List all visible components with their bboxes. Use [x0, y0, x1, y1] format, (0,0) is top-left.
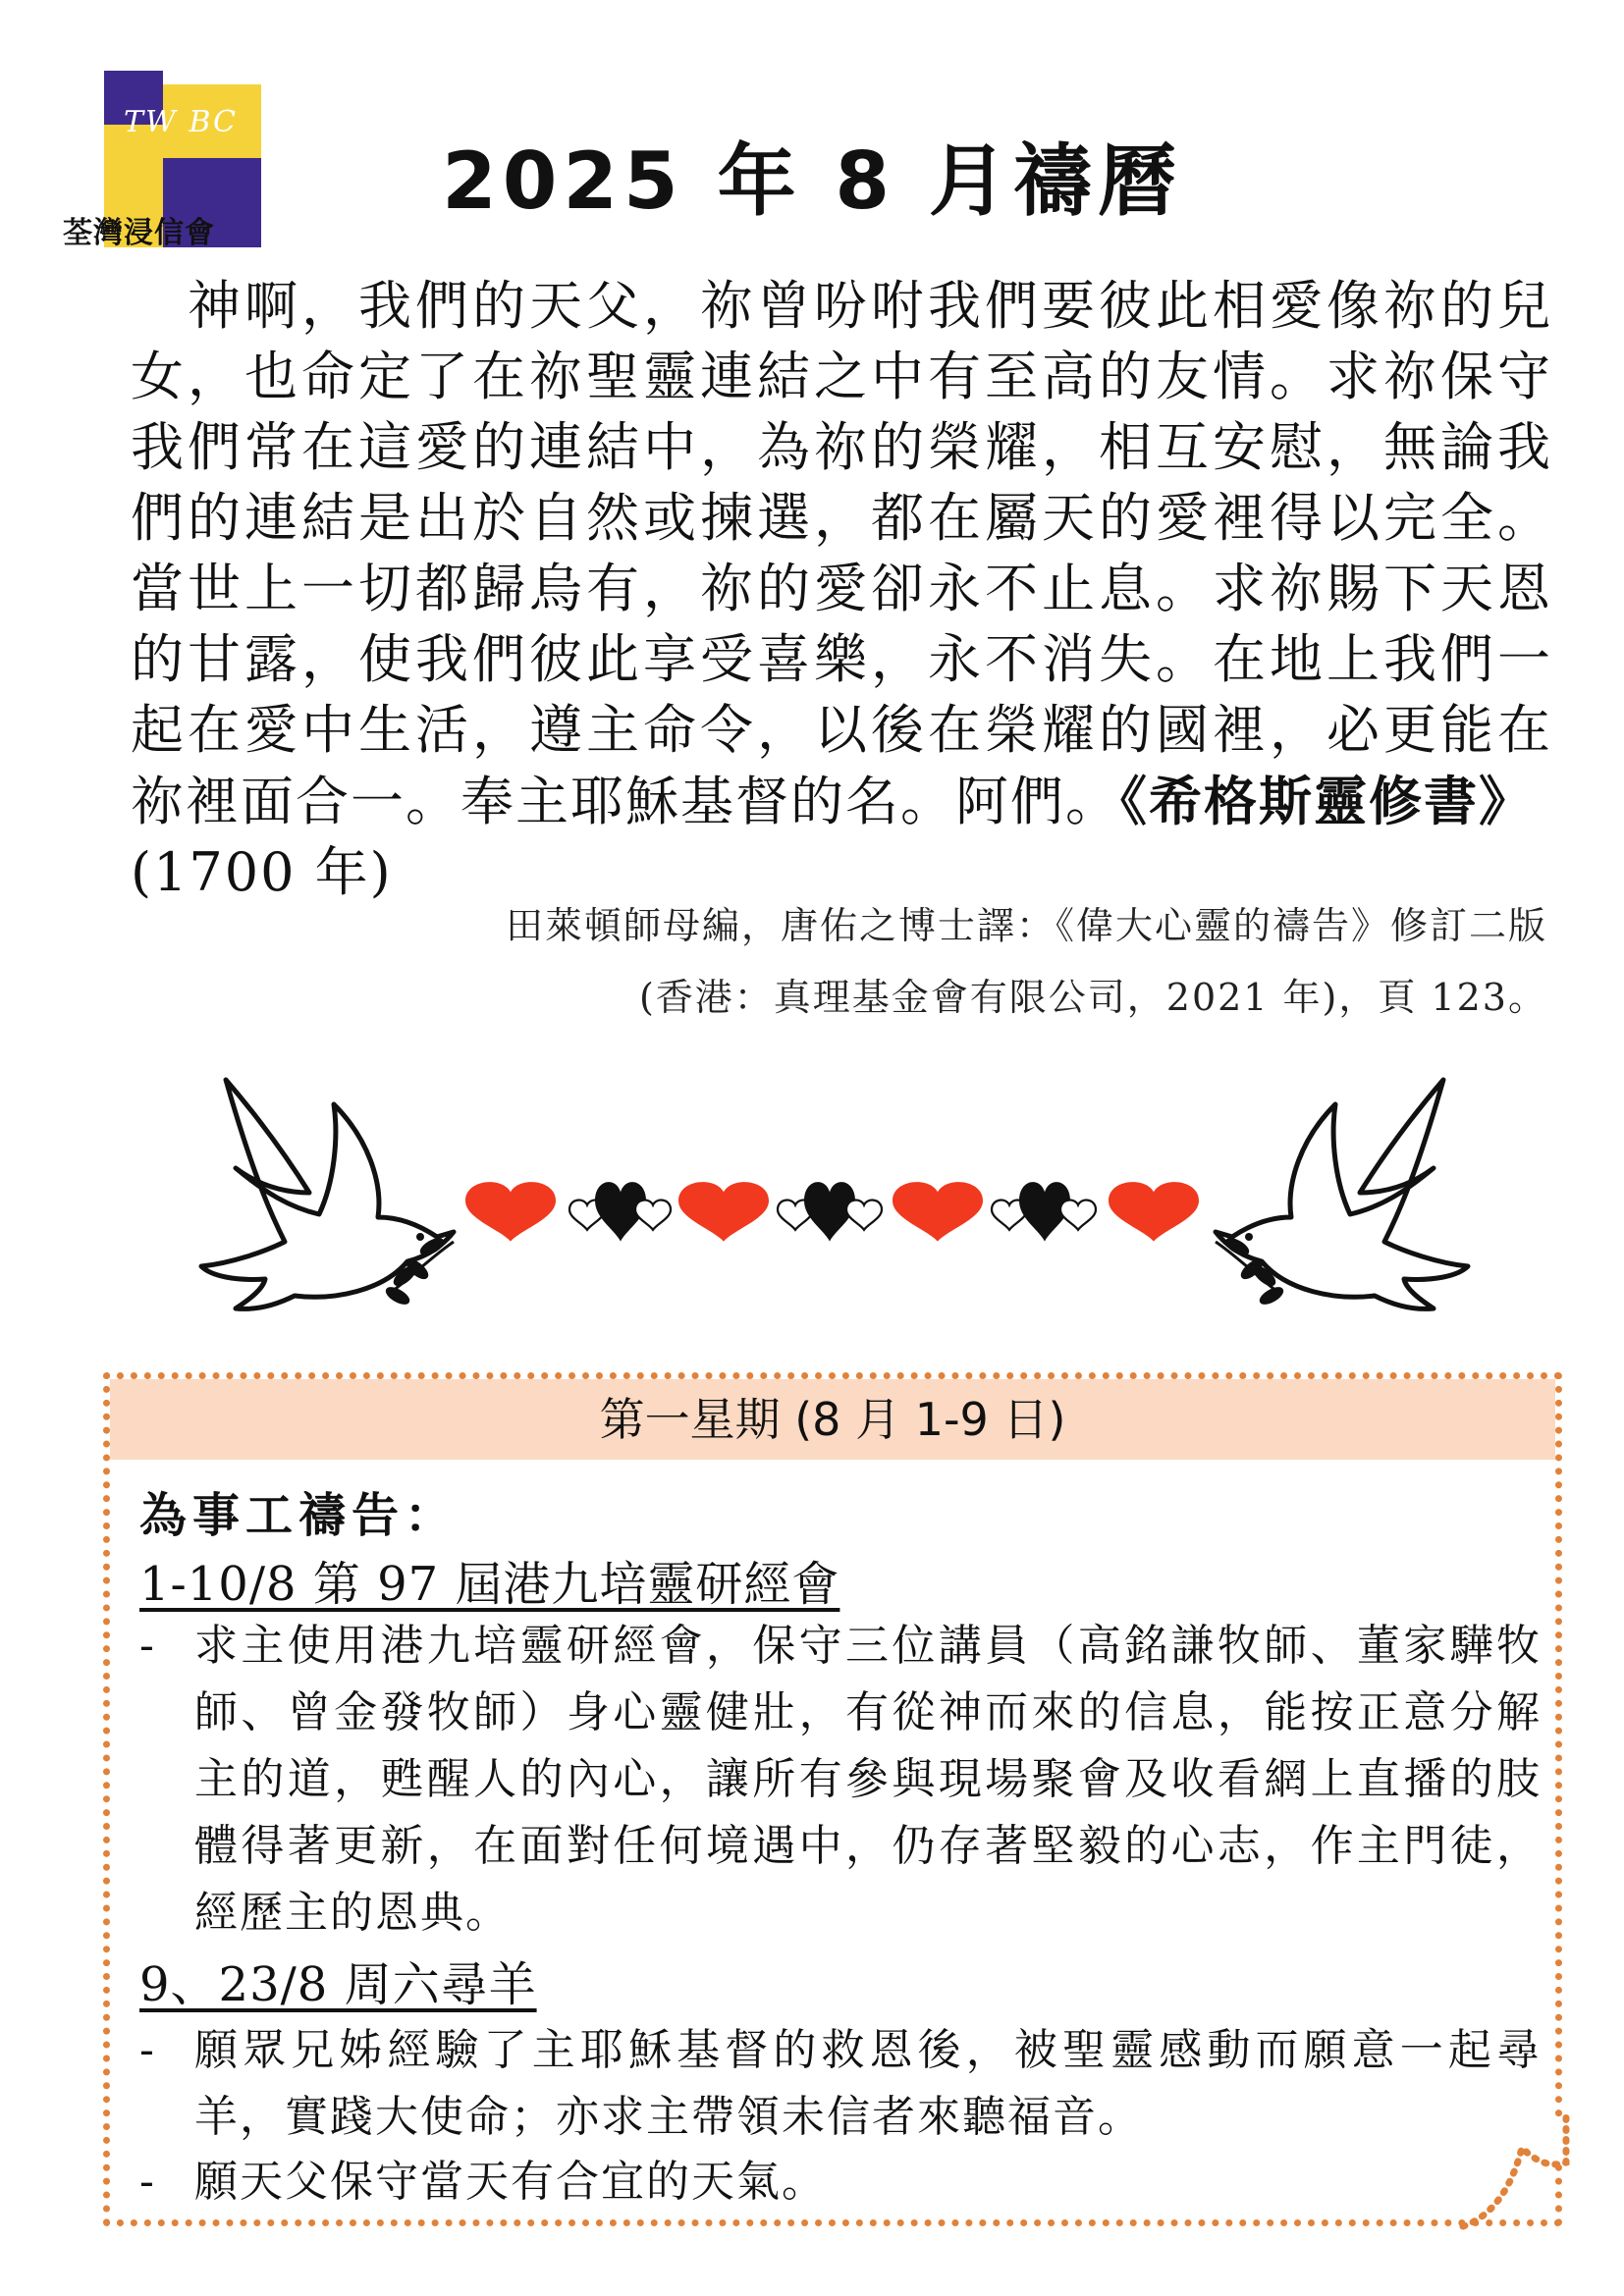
citation-line-2: (香港：真理基金會有限公司，2021 年)，頁 123。 — [638, 976, 1547, 1019]
outline-heart-icon — [1060, 1201, 1096, 1230]
red-heart-icon — [893, 1182, 983, 1241]
outline-heart-icon — [846, 1201, 882, 1230]
red-heart-icon — [465, 1182, 556, 1241]
list-item — [139, 2017, 1542, 2151]
prayer-source-book: 《希格斯靈修書》 — [1120, 770, 1534, 832]
prayer-indent — [131, 275, 188, 337]
bullet-text: 求主使用港九培靈研經會，保守三位講員（高銘謙牧師、董家驊牧師、曾金發牧師）身心靈健壯，有從神而來的信息，能按正意分解主的道，甦醒人的內心，讓所有參與現場聚會及收看網上直播的肢體得著更新，在面對任何境遇中，仍存著堅毅的心志，作主門徒，經歷主的恩典。 — [194, 1621, 1542, 1938]
event-title-convention: 1-10/8 第 97 屆港九培靈研經會 — [139, 1557, 840, 1612]
bullet-dash: - — [139, 2025, 154, 2075]
event-title-outreach: 9、23/8 周六尋羊 — [139, 1957, 537, 2012]
bullet-text: 願眾兄姊經驗了主耶穌基督的救恩後，被聖靈感動而願意一起尋羊，實踐大使命；亦求主帶領未信者來聽福音。 — [194, 2025, 1542, 2142]
bullet-dash: - — [139, 1621, 154, 1671]
list-item — [139, 2149, 1542, 2216]
section-heading-ministry: 為事工禱告： — [139, 1488, 459, 1543]
prayer-source-year: (1700 年) — [131, 841, 393, 903]
week-1-box — [103, 1372, 1562, 2226]
list-item — [139, 1613, 1542, 1947]
page-title: 2025 年 8 月禱曆 — [442, 135, 1182, 227]
prayer-body: 神啊，我們的天父，祢曾吩咐我們要彼此相愛像祢的兒女，也命定了在祢聖靈連結之中有至高的友情。求祢保守我們常在這愛的連結中，為祢的榮耀，相互安慰，無論我們的連結是出於自然或揀選，都在屬天的愛裡得以完全。當世上一切都歸烏有，祢的愛卻永不止息。求祢賜下天恩的甘露，使我們彼此享受喜樂，永不消失。在地上我們一起在愛中生活，遵主命令，以後在榮耀的國裡，必更能在祢裡面合一。奉主耶穌基督的名。阿們。 — [131, 275, 1552, 832]
church-name: 荃灣浸信會 — [63, 216, 215, 250]
citation-line-1: 田萊頓師母編，唐佑之博士譯：《偉大心靈的禱告》修訂二版 — [505, 904, 1547, 947]
bullet-text: 願天父保守當天有合宜的天氣。 — [194, 2157, 827, 2207]
page-curl-decoration — [1453, 2109, 1571, 2236]
doves-hearts-decoration — [196, 1045, 1473, 1330]
week-1-header: 第一星期 (8 月 1-9 日) — [110, 1379, 1555, 1460]
red-heart-icon — [678, 1182, 769, 1241]
bullet-dash: - — [139, 2157, 154, 2207]
red-heart-icon — [1109, 1182, 1199, 1241]
prayer-paragraph — [131, 271, 1552, 908]
logo-letters: TW BC — [124, 105, 238, 139]
outline-heart-icon — [635, 1201, 671, 1230]
